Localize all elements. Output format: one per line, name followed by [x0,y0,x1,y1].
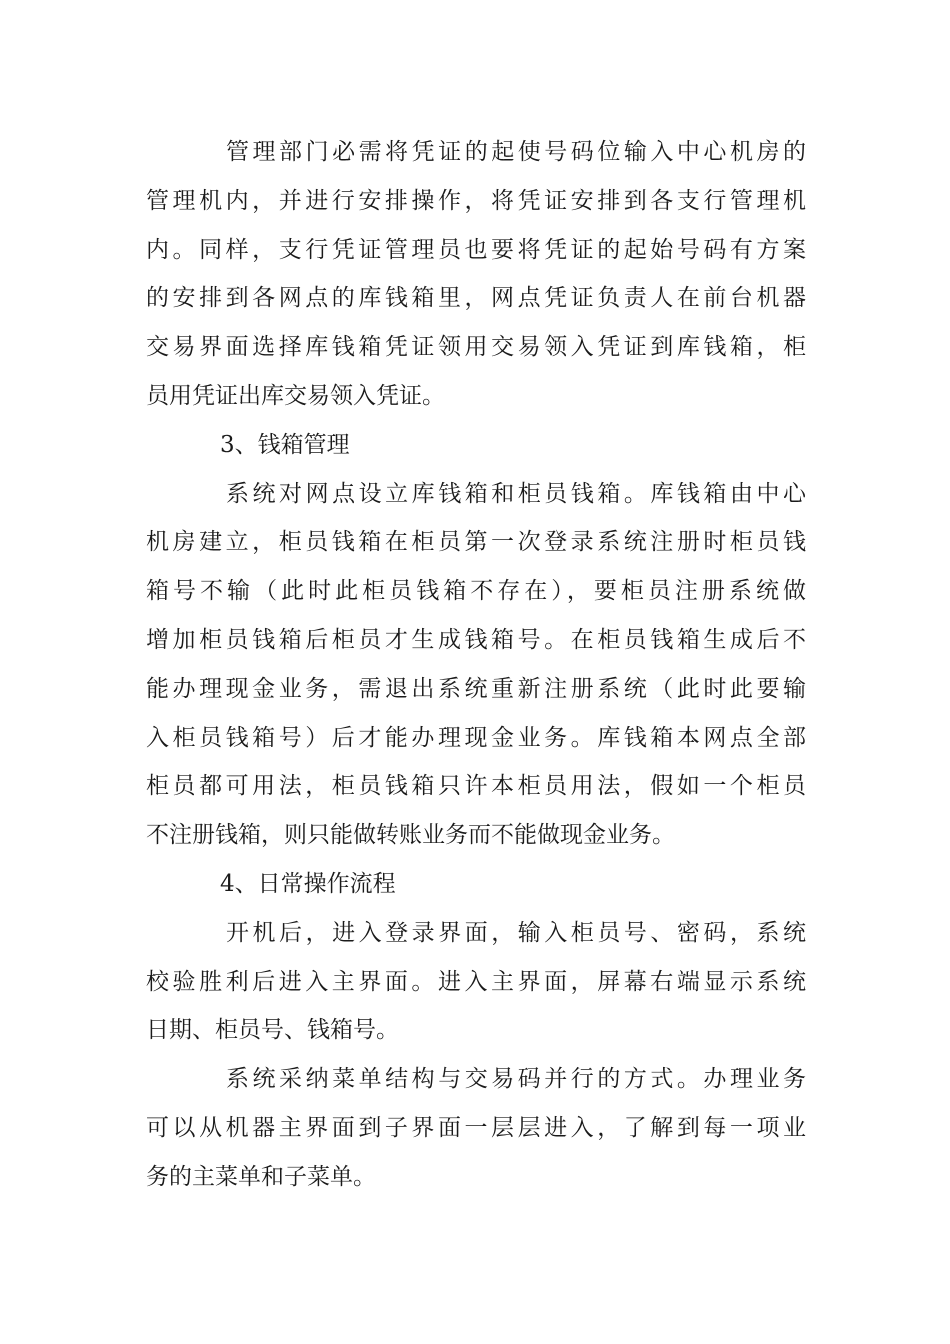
paragraph-line: 内。同样，支行凭证管理员也要将凭证的起始号码有方案 [146,236,806,263]
paragraph-line: 不注册钱箱，则只能做转账业务而不能做现金业务。 [146,822,675,849]
paragraph-line: 交易界面选择库钱箱凭证领用交易领入凭证到库钱箱，柜 [146,334,806,361]
paragraph-line: 员用凭证出库交易领入凭证。 [146,382,445,409]
paragraph-line: 入柜员钱箱号）后才能办理现金业务。库钱箱本网点全部 [146,724,806,751]
paragraph-line: 可以从机器主界面到子界面一层层进入，了解到每一项业 [146,1114,806,1141]
paragraph-line: 务的主菜单和子菜单。 [146,1163,376,1190]
section-heading: 4、日常操作流程 [220,870,396,897]
paragraph-line: 能办理现金业务，需退出系统重新注册系统（此时此要输 [146,675,806,702]
paragraph-line: 的安排到各网点的库钱箱里，网点凭证负责人在前台机器 [146,285,806,312]
document-body [146,128,806,1202]
paragraph-line: 校验胜利后进入主界面。进入主界面，屏幕右端显示系统 [146,968,806,995]
paragraph-line: 管理机内，并进行安排操作，将凭证安排到各支行管理机 [146,187,806,214]
paragraph-line: 系统采纳菜单结构与交易码并行的方式。办理业务 [226,1066,806,1093]
paragraph-line: 机房建立，柜员钱箱在柜员第一次登录系统注册时柜员钱 [146,529,806,556]
paragraph-line: 系统对网点设立库钱箱和柜员钱箱。库钱箱由中心 [226,480,806,507]
paragraph-line: 箱号不输（此时此柜员钱箱不存在），要柜员注册系统做 [146,578,806,605]
section-heading: 3、钱箱管理 [220,431,350,458]
paragraph-line: 柜员都可用法，柜员钱箱只许本柜员用法，假如一个柜员 [146,773,806,800]
paragraph-line: 管理部门必需将凭证的起使号码位输入中心机房的 [226,139,806,165]
paragraph-line: 开机后，进入登录界面，输入柜员号、密码，系统 [226,919,806,946]
paragraph-line: 增加柜员钱箱后柜员才生成钱箱号。在柜员钱箱生成后不 [146,626,806,653]
paragraph-line: 日期、柜员号、钱箱号。 [146,1017,399,1044]
